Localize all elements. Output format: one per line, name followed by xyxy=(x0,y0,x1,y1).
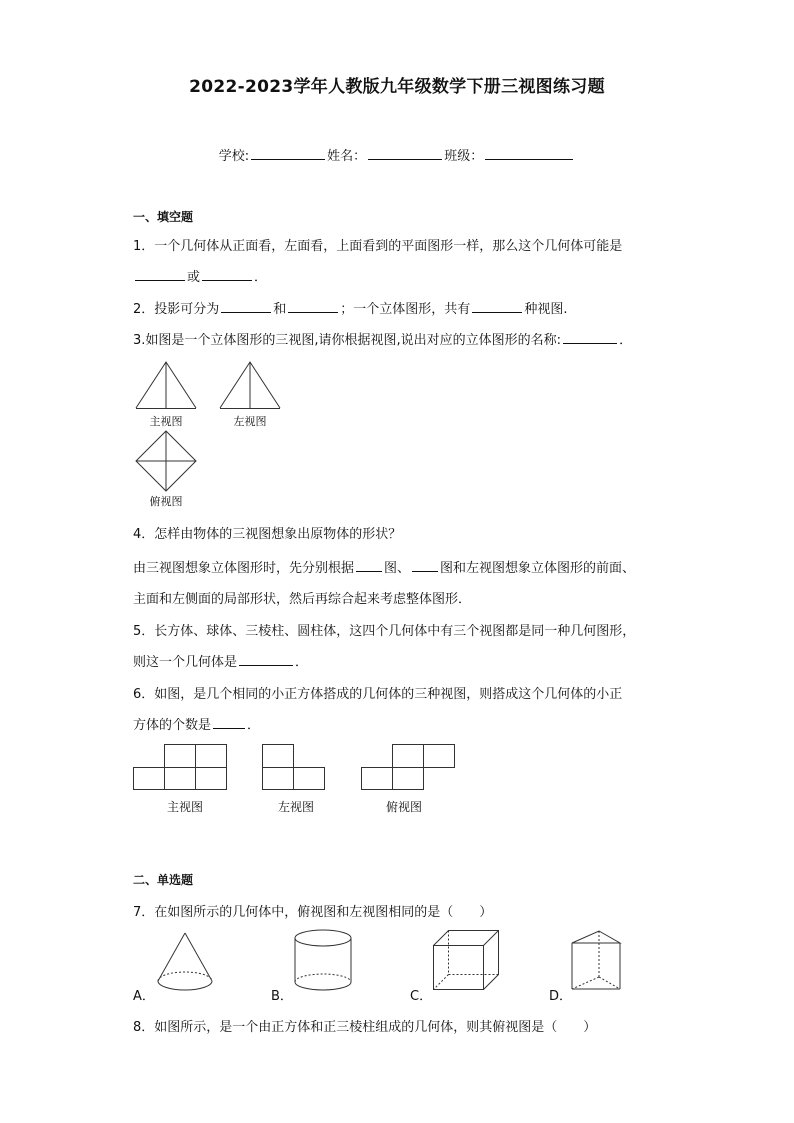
q4-blank-a[interactable] xyxy=(356,557,382,572)
q1-end: ． xyxy=(254,270,268,285)
q1-line2 xyxy=(133,266,267,285)
q7-option-d-label[interactable]: D． xyxy=(549,989,573,1004)
q2-text-b: 和 xyxy=(273,302,287,317)
q7-line: 7．在如图所示的几何体中，俯视图和左视图相同的是（ ） xyxy=(133,905,493,920)
q6-left-view-figure xyxy=(262,743,326,791)
q6-line1: 6．如图，是几个相同的小正方体搭成的几何体的三种视图，则搭成这个几何体的小正 xyxy=(133,687,623,702)
q3-text: 3.如图是一个立体图形的三视图,请你根据视图,说出对应的立体图形的名称: xyxy=(133,333,562,348)
school-label: 学校: xyxy=(218,149,250,164)
q6-front-view-figure xyxy=(133,743,227,791)
q2-text-c: ；一个立体图形，共有 xyxy=(340,302,471,317)
q1-blank-b[interactable] xyxy=(202,266,252,281)
section-fill-in-heading: 一、填空题 xyxy=(133,210,194,224)
q2-text-a: 2．投影可分为 xyxy=(133,302,220,317)
q3-caption-front: 主视图 xyxy=(149,415,183,428)
q7-option-a-cone-figure[interactable] xyxy=(156,931,214,993)
q3-front-view-figure xyxy=(135,360,197,410)
q4-text-b: 图、 xyxy=(384,561,411,576)
q6-line2 xyxy=(133,714,260,733)
q2-blank-a[interactable] xyxy=(221,298,271,313)
q7-option-b-cylinder-figure[interactable] xyxy=(293,928,353,994)
q1-or: 或 xyxy=(187,270,201,285)
q6-caption-top: 俯视图 xyxy=(385,800,422,814)
q2-text-d: 种视图. xyxy=(524,302,568,317)
q1-line1: 1．一个几何体从正面看，左面看，上面看到的平面图形一样，那么这个几何体可能是 xyxy=(133,239,623,254)
q5-end: ． xyxy=(295,655,309,670)
q3-end: ． xyxy=(619,333,633,348)
q4-text-c: 图和左视图想象立体图形的前面、 xyxy=(440,561,636,576)
q6-blank[interactable] xyxy=(213,714,245,729)
q2-line xyxy=(133,298,567,317)
class-label: 班级： xyxy=(444,149,484,164)
q6-caption-left: 左视图 xyxy=(277,800,314,814)
q5-line1: 5．长方体、球体、三棱柱、圆柱体，这四个几何体中有三个视图都是同一种几何图形， xyxy=(133,624,636,639)
q5-text: 则这一个几何体是 xyxy=(133,655,238,670)
class-blank[interactable] xyxy=(485,145,573,160)
q4-text-a: 由三视图想象立体图形时，先分别根据 xyxy=(133,561,355,576)
q7-option-a-label[interactable]: A． xyxy=(133,989,155,1004)
q7-option-d-prism-figure[interactable] xyxy=(570,929,624,993)
q6-end: ． xyxy=(247,718,261,733)
q3-caption-top: 俯视图 xyxy=(149,495,183,508)
q2-blank-b[interactable] xyxy=(288,298,338,313)
q6-top-view-figure xyxy=(361,743,455,791)
q7-option-b-label[interactable]: B． xyxy=(271,989,293,1004)
q5-line2 xyxy=(133,651,308,670)
q6-text: 方体的个数是 xyxy=(133,718,212,733)
q3-caption-left: 左视图 xyxy=(233,415,267,428)
name-label: 姓名： xyxy=(327,149,367,164)
q7-option-c-label[interactable]: C． xyxy=(410,989,433,1004)
page-title: 2022-2023学年人教版九年级数学下册三视图练习题 xyxy=(189,77,605,97)
name-blank[interactable] xyxy=(368,145,442,160)
q5-blank[interactable] xyxy=(239,651,293,666)
q8-line: 8．如图所示，是一个由正方体和正三棱柱组成的几何体，则其俯视图是（ ） xyxy=(133,1020,597,1035)
q3-line xyxy=(133,329,632,348)
q1-blank-a[interactable] xyxy=(135,266,185,281)
q2-blank-c[interactable] xyxy=(472,298,522,313)
school-blank[interactable] xyxy=(251,145,325,160)
q6-caption-front: 主视图 xyxy=(166,800,203,814)
section-single-choice-heading: 二、单选题 xyxy=(133,873,194,887)
q3-top-view-figure xyxy=(135,430,197,492)
q3-blank[interactable] xyxy=(563,329,617,344)
q4-blank-b[interactable] xyxy=(412,557,438,572)
q3-left-view-figure xyxy=(219,360,281,410)
q4-line2 xyxy=(133,557,635,576)
q4-line3: 主面和左侧面的局部形状，然后再综合起来考虑整体图形． xyxy=(133,592,472,607)
q7-option-c-cube-figure[interactable] xyxy=(432,929,500,991)
q4-line1: 4．怎样由物体的三视图想象出原物体的形状？ xyxy=(133,527,402,542)
student-info-line xyxy=(0,145,794,164)
